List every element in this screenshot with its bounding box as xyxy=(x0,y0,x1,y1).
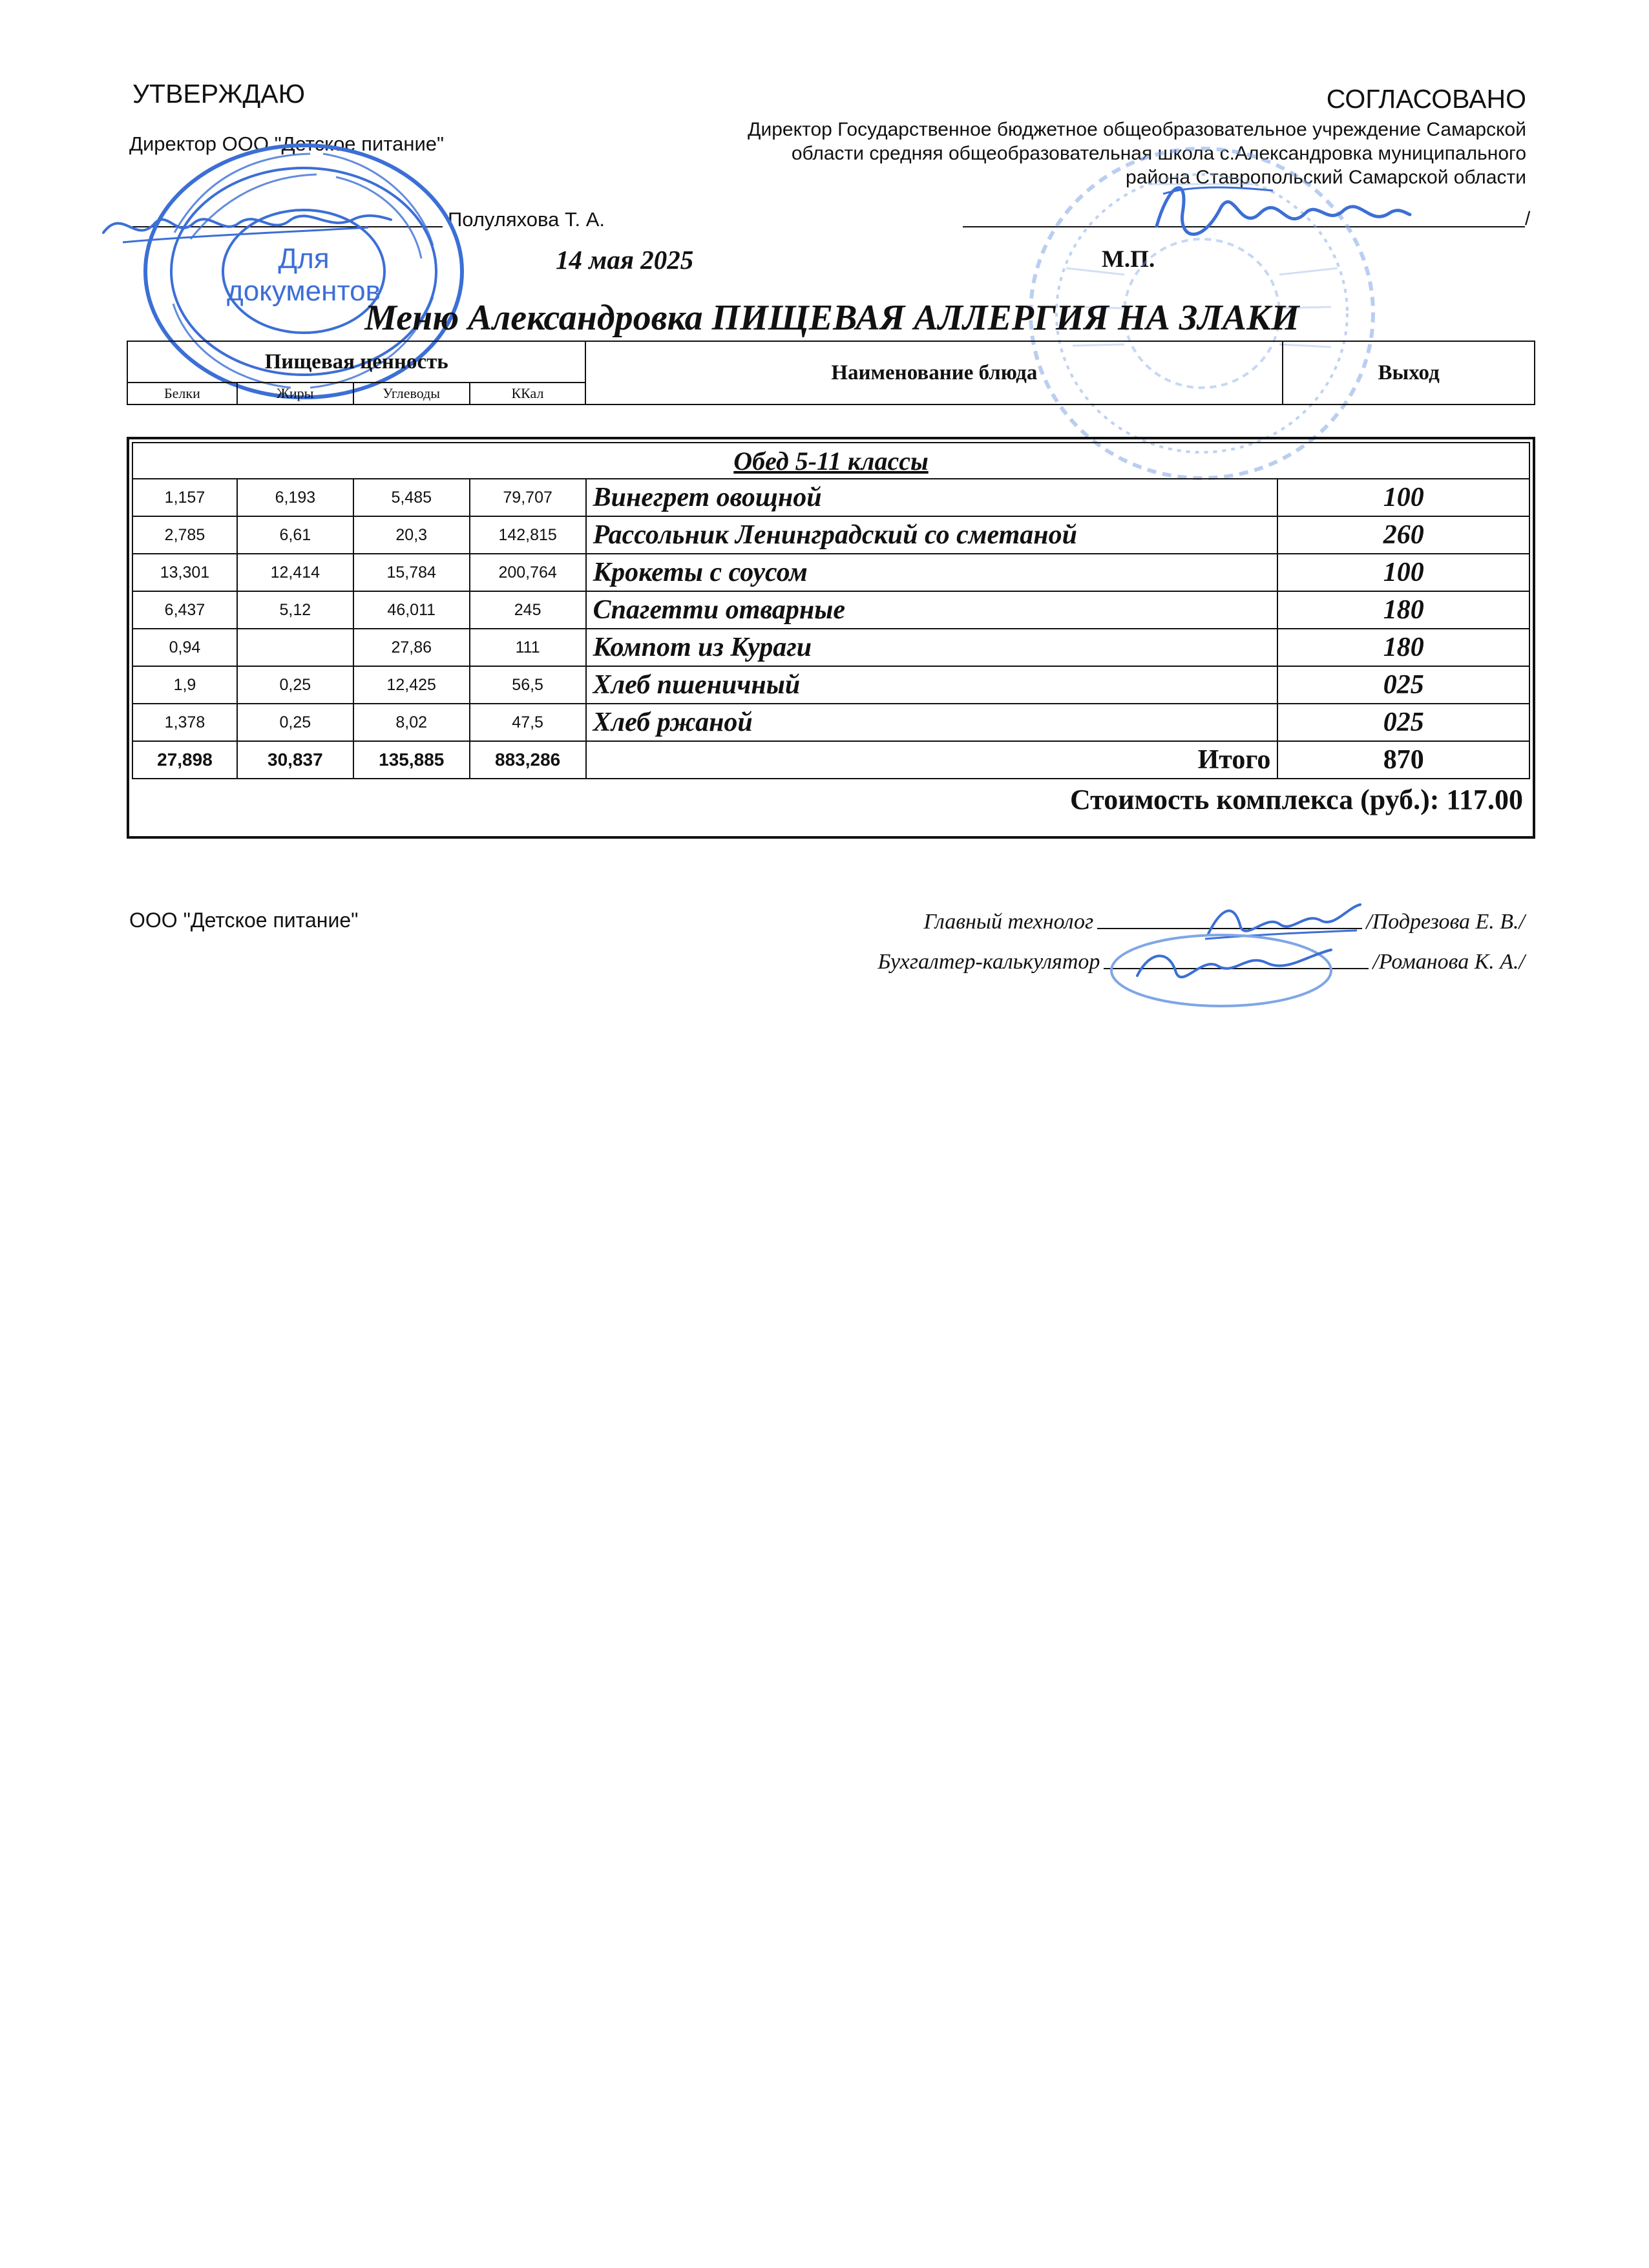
yield-cell: 025 xyxy=(1277,666,1529,704)
table-row xyxy=(132,479,1529,516)
dish-header: Наименование блюда xyxy=(585,341,1283,404)
dish-cell: Рассольник Ленинградский со сметаной xyxy=(586,516,1278,554)
dish-cell: Компот из Кураги xyxy=(586,629,1278,666)
fats-cell: 6,61 xyxy=(237,516,353,554)
total-row xyxy=(132,741,1529,779)
agree-slash: / xyxy=(1525,208,1531,229)
table-row xyxy=(132,629,1529,666)
technologist-role: Главный технолог xyxy=(923,910,1094,934)
fats-header: Жиры xyxy=(237,383,353,404)
table-row xyxy=(132,704,1529,741)
kcal-cell: 79,707 xyxy=(470,479,586,516)
dish-cell: Крокеты с соусом xyxy=(586,554,1278,591)
dish-cell: Хлеб ржаной xyxy=(586,704,1278,741)
yield-cell: 100 xyxy=(1277,554,1529,591)
total-carbs: 135,885 xyxy=(353,741,470,779)
proteins-cell: 6,437 xyxy=(132,591,237,629)
accountant-signature-icon xyxy=(1098,930,1370,1014)
fats-cell: 0,25 xyxy=(237,704,353,741)
approve-role: Директор ООО "Детское питание" xyxy=(129,132,445,155)
dish-cell: Спагетти отварные xyxy=(586,591,1278,629)
yield-cell: 100 xyxy=(1277,479,1529,516)
stamp-place-label: М.П. xyxy=(1102,246,1155,273)
total-fats: 30,837 xyxy=(237,741,353,779)
yield-header: Выход xyxy=(1283,341,1535,404)
kcal-cell: 142,815 xyxy=(470,516,586,554)
stamp-center-text: Для xyxy=(278,243,330,275)
complex-cost: Стоимость комплекса (руб.): 117.00 xyxy=(132,779,1529,819)
column-header-table xyxy=(127,341,1535,405)
yield-cell: 180 xyxy=(1277,629,1529,666)
menu-title: Меню Александровка ПИЩЕВАЯ АЛЛЕРГИЯ НА ЗЛАКИ xyxy=(364,298,1299,338)
agree-role-line: района Ставропольский Самарской области xyxy=(1126,167,1526,188)
kcal-cell: 111 xyxy=(470,629,586,666)
total-kcal: 883,286 xyxy=(470,741,586,779)
dish-cell: Винегрет овощной xyxy=(586,479,1278,516)
proteins-cell: 1,9 xyxy=(132,666,237,704)
dish-cell: Хлеб пшеничный xyxy=(586,666,1278,704)
stamp-center-text: документов xyxy=(227,275,381,307)
section-title: Обед 5-11 классы xyxy=(132,443,1529,479)
total-yield: 870 xyxy=(1277,741,1529,779)
approve-name: Полуляхова Т. А. xyxy=(448,208,605,231)
yield-cell: 260 xyxy=(1277,516,1529,554)
fats-cell: 5,12 xyxy=(237,591,353,629)
kcal-cell: 56,5 xyxy=(470,666,586,704)
approve-signature-icon xyxy=(97,187,394,258)
yield-cell: 025 xyxy=(1277,704,1529,741)
table-row xyxy=(132,666,1529,704)
approve-date: 14 мая 2025 xyxy=(556,245,694,275)
fats-cell: 0,25 xyxy=(237,666,353,704)
accountant-name: /Романова К. А./ xyxy=(1372,950,1525,974)
carbs-cell: 8,02 xyxy=(353,704,470,741)
agree-title: СОГЛАСОВАНО xyxy=(1326,84,1526,114)
yield-cell: 180 xyxy=(1277,591,1529,629)
kcal-cell: 200,764 xyxy=(470,554,586,591)
technologist-name: /Подрезова Е. В./ xyxy=(1366,910,1525,934)
carbs-cell: 27,86 xyxy=(353,629,470,666)
organization-name: ООО "Детское питание" xyxy=(129,908,359,932)
proteins-cell: 13,301 xyxy=(132,554,237,591)
kcal-cell: 245 xyxy=(470,591,586,629)
fats-cell: 12,414 xyxy=(237,554,353,591)
total-label: Итого xyxy=(586,741,1278,779)
approve-title: УТВЕРЖДАЮ xyxy=(132,79,306,109)
menu-table xyxy=(132,442,1530,819)
kcal-header: ККал xyxy=(470,383,586,404)
proteins-cell: 0,94 xyxy=(132,629,237,666)
proteins-cell: 1,157 xyxy=(132,479,237,516)
proteins-cell: 1,378 xyxy=(132,704,237,741)
total-proteins: 27,898 xyxy=(132,741,237,779)
table-row xyxy=(132,554,1529,591)
fats-cell xyxy=(237,629,353,666)
carbs-cell: 15,784 xyxy=(353,554,470,591)
carbs-header: Углеводы xyxy=(353,383,470,404)
agree-role-line: Директор Государственное бюджетное общеобразовательное учреждение Самарской xyxy=(748,119,1526,140)
table-row xyxy=(132,591,1529,629)
agree-role-line: области средняя общеобразовательная школа с.Александровка муниципального xyxy=(791,143,1526,164)
agree-signature-icon xyxy=(1144,168,1415,258)
accountant-role: Бухгалтер-калькулятор xyxy=(877,950,1100,974)
fats-cell: 6,193 xyxy=(237,479,353,516)
nutrition-header: Пищевая ценность xyxy=(127,341,585,383)
carbs-cell: 5,485 xyxy=(353,479,470,516)
table-row xyxy=(132,516,1529,554)
kcal-cell: 47,5 xyxy=(470,704,586,741)
carbs-cell: 20,3 xyxy=(353,516,470,554)
proteins-cell: 2,785 xyxy=(132,516,237,554)
proteins-header: Белки xyxy=(127,383,237,404)
carbs-cell: 12,425 xyxy=(353,666,470,704)
carbs-cell: 46,011 xyxy=(353,591,470,629)
